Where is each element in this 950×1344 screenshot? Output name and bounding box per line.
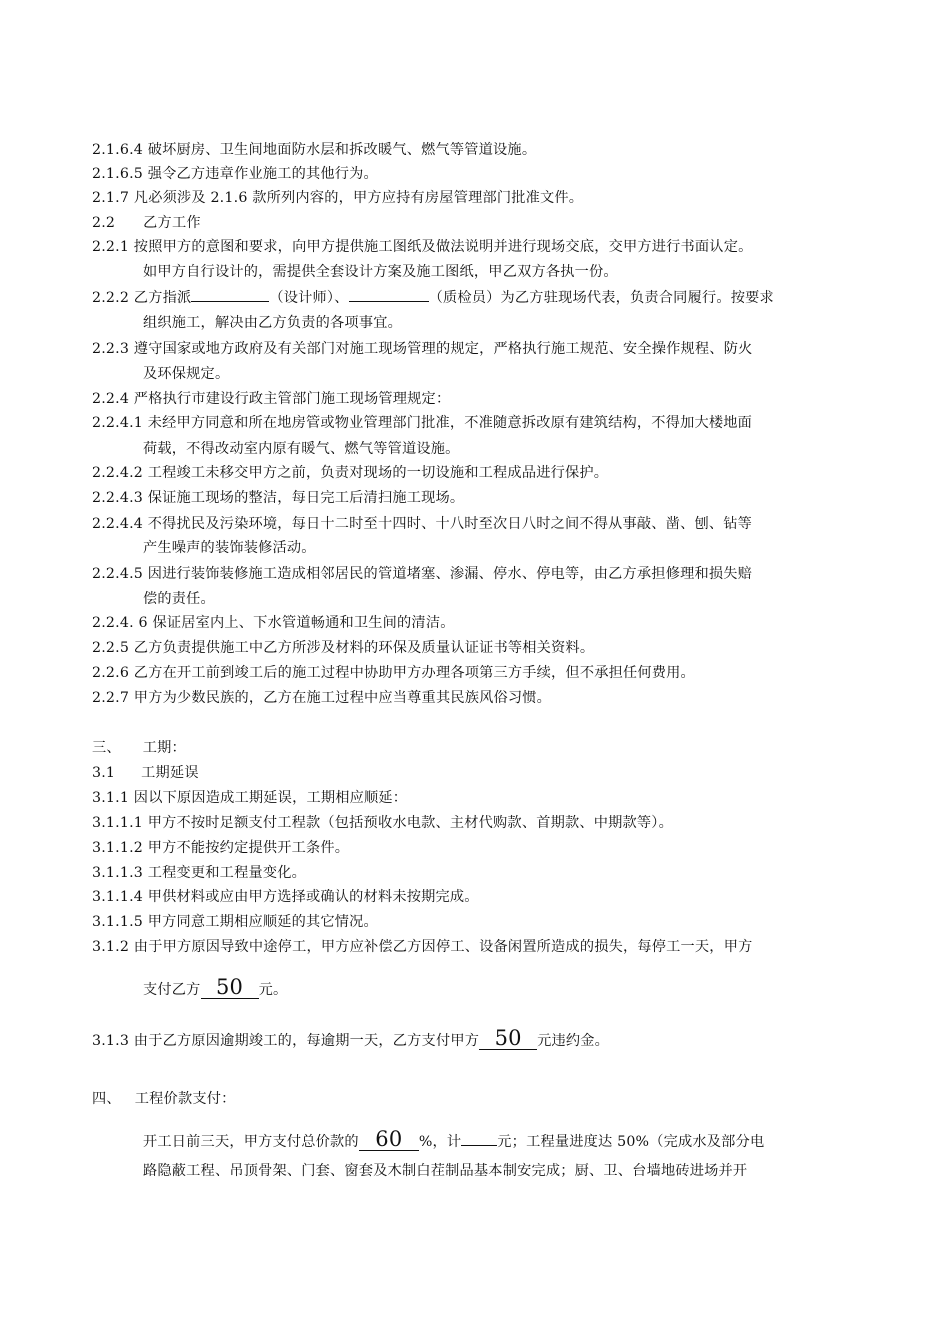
clause-2-2-5: 2.2.5 乙方负责提供施工中乙方所涉及材料的环保及质量认证证书等相关资料。 <box>92 640 595 656</box>
clause-2-2-4-4-cont: 产生噪声的装饰装修活动。 <box>143 540 316 556</box>
clause-2-2-4: 2.2.4 严格执行市建设行政主管部门施工现场管理规定： <box>92 391 451 407</box>
clause-2-2-4-3: 2.2.4.3 保证施工现场的整洁，每日完工后清扫施工现场。 <box>92 490 465 506</box>
section-title: 工程价款支付： <box>134 1091 236 1107</box>
section-3-1-heading <box>92 764 199 782</box>
clause-text: 3.1.3 由于乙方原因逾期竣工的，每逾期一天，乙方支付甲方 <box>92 1033 480 1049</box>
designer-blank <box>191 301 269 302</box>
clause-2-2-4-5-cont: 偿的责任。 <box>143 591 215 607</box>
section-title: 乙方工作 <box>143 215 201 231</box>
clause-2-2-4-1-cont: 荷载，不得改动室内原有暖气、燃气等管道设施。 <box>143 441 460 457</box>
clause-2-1-7: 2.1.7 凡必须涉及 2.1.6 款所列内容的，甲方应持有房屋管理部门批准文件。 <box>92 190 584 206</box>
clause-2-2-4-5: 2.2.4.5 因进行装饰装修施工造成相邻居民的管道堵塞、渗漏、停水、停电等，由乙方承担修理和损失赔 <box>92 566 753 582</box>
section-number: 四、 <box>92 1091 121 1107</box>
clause-3-1-1-3: 3.1.1.3 工程变更和工程量变化。 <box>92 865 307 881</box>
clause-2-2-3: 2.2.3 遵守国家或地方政府及有关部门对施工现场管理的规定，严格执行施工规范、安全操作规程、防火 <box>92 341 753 357</box>
section-title: 工期： <box>142 740 186 756</box>
daily-compensation-value: 50 <box>201 976 259 999</box>
payment-terms-line-1 <box>143 1128 764 1151</box>
inspector-blank <box>349 301 429 302</box>
clause-text: 2.2.2 乙方指派 <box>92 290 192 306</box>
clause-text: 开工日前三天，甲方支付总价款的 <box>143 1134 359 1150</box>
section-number: 2.2 <box>92 215 116 231</box>
advance-percent-value: 60 <box>359 1128 419 1151</box>
clause-2-2-4-4: 2.2.4.4 不得扰民及污染环境，每日十二时至十四时、十八时至次日八时之间不得从事敲、凿、刨、钻等 <box>92 516 753 532</box>
clause-2-2-4-6: 2.2.4. 6 保证居室内上、下水管道畅通和卫生间的清洁。 <box>92 615 455 631</box>
clause-3-1-1-5: 3.1.1.5 甲方同意工期相应顺延的其它情况。 <box>92 914 378 930</box>
section-number: 三、 <box>92 740 121 756</box>
clause-3-1-2-cont <box>143 976 287 999</box>
clause-2-2-1: 2.2.1 按照甲方的意图和要求，向甲方提供施工图纸及做法说明并进行现场交底，交甲方进行书面认定。 <box>92 239 753 255</box>
clause-text: （设计师）、 <box>269 290 349 306</box>
section-3-heading <box>92 739 186 757</box>
clause-2-2-2-cont: 组织施工，解决由乙方负责的各项事宜。 <box>143 315 402 331</box>
clause-text: （质检员）为乙方驻现场代表，负责合同履行。按要求 <box>428 290 774 306</box>
clause-2-2-4-2: 2.2.4.2 工程竣工未移交甲方之前，负责对现场的一切设施和工程成品进行保护。 <box>92 465 609 481</box>
clause-3-1-3 <box>92 1027 609 1050</box>
clause-2-2-6: 2.2.6 乙方在开工前到竣工后的施工过程中协助甲方办理各项第三方手续，但不承担任何费用。 <box>92 665 695 681</box>
section-title: 工期延误 <box>141 765 199 781</box>
clause-2-2-7: 2.2.7 甲方为少数民族的，乙方在施工过程中应当尊重其民族风俗习惯。 <box>92 690 552 706</box>
section-2-2-heading <box>92 214 201 232</box>
section-4-heading <box>92 1090 236 1108</box>
clause-3-1-1-2: 3.1.1.2 甲方不能按约定提供开工条件。 <box>92 840 350 856</box>
clause-3-1-1: 3.1.1 因以下原因造成工期延误，工期相应顺延： <box>92 790 408 806</box>
advance-amount-blank <box>461 1145 497 1146</box>
clause-3-1-1-1: 3.1.1.1 甲方不按时足额支付工程款（包括预收水电款、主材代购款、首期款、中期款等）。 <box>92 815 673 831</box>
daily-penalty-value: 50 <box>479 1027 537 1050</box>
clause-2-2-4-1: 2.2.4.1 未经甲方同意和所在地房管或物业管理部门批准，不准随意拆改原有建筑结构，不得加大楼地面 <box>92 415 753 431</box>
clause-text: 元；工程量进度达 50%（完成水及部分电 <box>497 1134 765 1150</box>
clause-2-2-2 <box>92 289 774 307</box>
clause-2-1-6-5: 2.1.6.5 强令乙方违章作业施工的其他行为。 <box>92 166 378 182</box>
payment-terms-line-2: 路隐蔽工程、吊顶骨架、门套、窗套及木制白茬制品基本制安完成；厨、卫、台墙地砖进场并开 <box>143 1163 748 1179</box>
clause-2-2-3-cont: 及环保规定。 <box>143 366 230 382</box>
clause-3-1-2: 3.1.2 由于甲方原因导致中途停工，甲方应补偿乙方因停工、设备闲置所造成的损失，每停工一天，甲方 <box>92 939 753 955</box>
clause-text: 元。 <box>258 982 288 998</box>
clause-text: 支付乙方 <box>143 982 201 998</box>
clause-3-1-1-4: 3.1.1.4 甲供材料或应由甲方选择或确认的材料未按期完成。 <box>92 889 479 905</box>
section-number: 3.1 <box>92 765 116 781</box>
clause-2-1-6-4: 2.1.6.4 破坏厨房、卫生间地面防水层和拆改暖气、燃气等管道设施。 <box>92 142 537 158</box>
clause-text: %，计 <box>418 1134 462 1150</box>
clause-2-2-1-cont: 如甲方自行设计的，需提供全套设计方案及施工图纸，甲乙双方各执一份。 <box>143 264 618 280</box>
clause-text: 元违约金。 <box>537 1033 610 1049</box>
